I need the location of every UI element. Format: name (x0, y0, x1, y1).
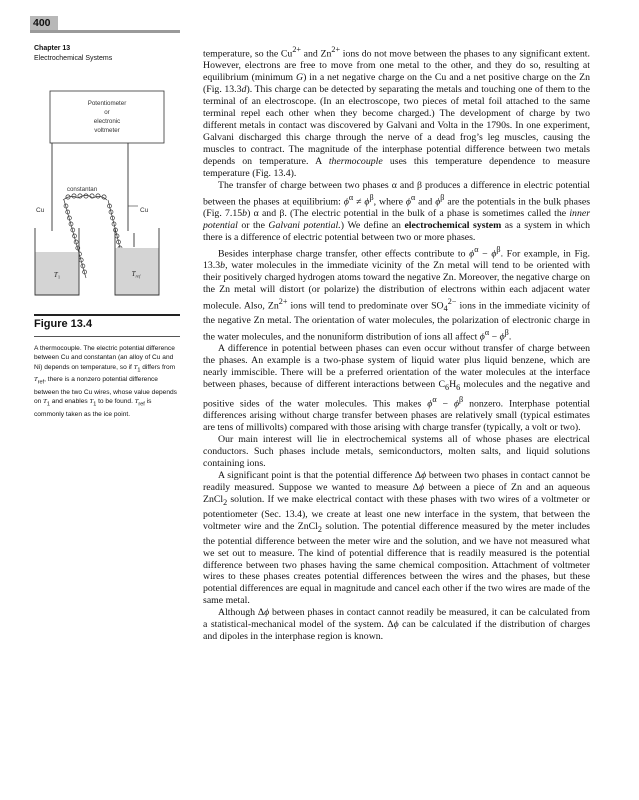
caption-rule (34, 336, 180, 337)
chapter-title: Electrochemical Systems (34, 55, 113, 62)
paragraph-7: Although Δϕ between phases in contact cannot readily be measured, it can be calculated from a statistical-mechanical model of the system. Δϕ can be calculated if the distribution of charges and dipoles in the interphase region is known. (203, 607, 591, 643)
page-number: 400 (33, 17, 51, 29)
paragraph-6: A significant point is that the potential difference Δϕ between two phases in contact cannot be readily measured. Suppose we wanted to measure Δϕ between a piece of Zn and an aqueous ZnCl$_2$ solution. If we make electrical contact with these phases with two wires of a voltmeter or potentiometer (Sec. 13.4), we create at least one new interface in the system, that between the voltmeter wire and the ZnCl$_2$ solution. The potential difference measured by the meter includes the potential difference between the meter wire and the solution, and we have not measured what we set out to measure. The kind of potential difference that is readily measured is the potential difference between two phases having the same chemical composition. Attachment of voltmeter wires to these phases creates potential differences between the wires and the phases, but these potential differences are equal in magnitude and cancel each other if the two wires are made of the same metal. (203, 469, 590, 607)
chapter-number: Chapter 13 (34, 45, 71, 52)
paragraph-2: The transfer of charge between two phases α and β produces a difference in electric potential between the phases at equilibrium: $\phi^\alpha \ne \phi^\beta$, where $\phi^\alpha$ and $\phi^\beta$ are the potentials in the bulk phases (Fig. 7.15b) α and β. (The electric potential in the bulk of a phase is sometimes called the inner potential or the Galvani potential.) We define an electrochemical system as a system in which there is a difference of electric potential between two or more phases. (203, 179, 591, 243)
paragraph-4: A difference in potential between phases can even occur without transfer of charge between the phases. An example is a two-phase system of liquid water plus liquid benzene, which are nearly immiscible. There will be a preferred orientation of the water molecules at the interface between phases, because of different interactions between $C_6H_6$ molecules and the negative and positive sides of the water molecules. This makes $\phi^\alpha - \phi^\beta$ nonzero. Interphase potential differences arising without charge transfer between phases are relatively small (typical estimates are tens of millivolts) compared with those arising with charge transfer (typically, a volt or two). (203, 343, 591, 434)
meter-label-2: or (104, 109, 110, 116)
constantan-coil (63, 194, 107, 200)
paragraph-1: temperature, so the $Cu^{2+}$ and $Zn^{2+}$ ions do not move between the phases to any significant extent. However, electrons are free to move from one metal to the other, and they do so, resulting at equilibrium (minimum G) in a net negative charge on the Cu and a net positive charge on the Zn (Fig. 13.3d). This charge can be detected by separating the metals and touching one of them to the terminal of an electroscope. (In an electroscope, two pieces of metal foil attached to the same terminal repel each other when they become charged.) The development of charge by two different metals in contact was discovered by Galvani and Volta in the 1790s. In one experiment, Galvani discharged this charge through the nerve of a dead frog’s leg muscles, causing the muscles to contract. The magnitude of the interphase potential difference between two metals depends on temperature. A thermocouple uses this temperature dependence to measure temperature (Fig. 13.4). (203, 45, 591, 179)
meter-label-4: voltmeter (94, 127, 120, 134)
meter-label-3: electronic (93, 118, 121, 125)
paragraph-3: Besides interphase charge transfer, other effects contribute to $\phi^\alpha - \phi^\beta$. For example, in Fig. 13.3b, water molecules in the immediate vicinity of the Zn metal will tend to be oriented with their positively charged hydrogen atoms toward the negative Zn. Moreover, the negative charge on the Zn metal will distort (or polarize) the distribution of electrons within each adjacent water molecule. Also, $Zn^{2+}$ ions will tend to predominate over $SO_4^{2-}$ ions in the immediate vicinity of the negative Zn metal. The orientation of water molecules, the polarization of electronic charge in the water molecules, and the nonuniform distribution of ions all affect $\phi^\alpha - \phi^\beta$. (203, 244, 590, 343)
constantan-label: constantan (66, 186, 98, 193)
tref-label: $T_{ref}$ (131, 270, 141, 279)
figure-label: Figure 13.4 (34, 318, 93, 330)
header-rule (30, 30, 180, 33)
t1-label: $T_1$ (53, 271, 61, 280)
main-text (203, 44, 590, 643)
meter-box (50, 91, 164, 143)
meter-label-1: Potentiometer (87, 100, 127, 107)
figure-caption: A thermocouple. The electric potential difference between Cu and constantan (an alloy of Cu and Ni) depends on temperature, so if $T_1$ differs from $T_{ref}$, there is a nonzero potential difference between the two Cu wires, whose value depends on $T_1$ and enables $T_1$ to be found. $T_{ref}$ is commonly taken as the ice point. (34, 345, 177, 418)
figure-label-rule (34, 314, 180, 316)
paragraph-5: Our main interest will lie in electrochemical systems all of whose phases are electrical conductors. Such phases include metals, semiconductors, molten salts, and liquid solutions containing ions. (203, 434, 590, 469)
beaker-right-liquid (116, 248, 159, 295)
thermocouple-diagram (30, 88, 182, 298)
cu-label-right: Cu (140, 207, 149, 214)
cu-label-left: Cu (36, 207, 45, 214)
